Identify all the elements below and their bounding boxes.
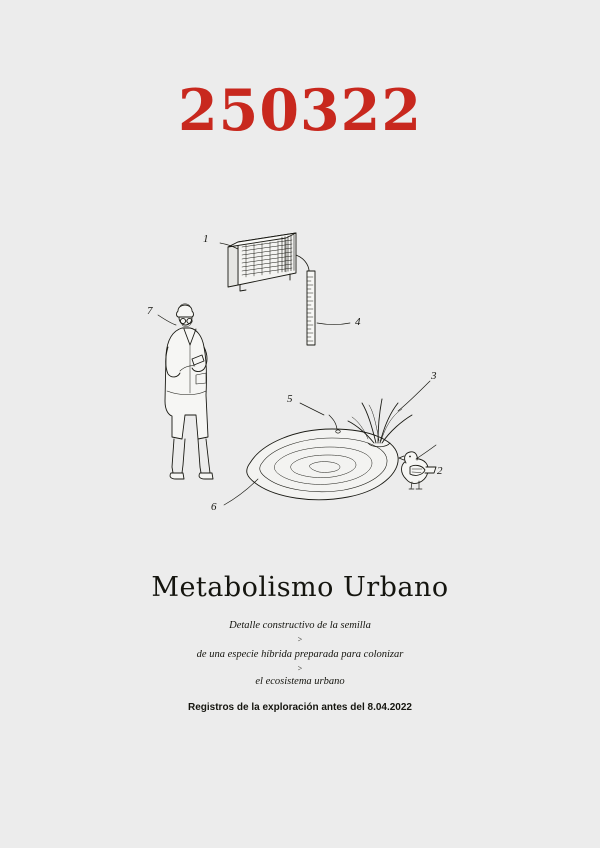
callout-3: 3 <box>431 370 437 382</box>
subtitle-line-2: de una especie híbrida preparada para colonizar <box>196 649 404 660</box>
callout-6: 6 <box>211 501 217 513</box>
illustration <box>110 215 490 535</box>
poster-number: 250322 <box>178 77 422 144</box>
arrow-separator-2: > <box>297 664 303 673</box>
footer-note: Registros de la exploración antes del 8.04.2022 <box>188 702 412 713</box>
callout-7: 7 <box>147 305 153 317</box>
air-conditioner-unit-drawing <box>228 233 309 291</box>
subtitle-line-3: el ecosistema urbano <box>255 676 345 687</box>
bird-drawing <box>399 452 436 489</box>
callout-1: 1 <box>203 233 209 245</box>
arrow-separator-1: > <box>297 635 303 644</box>
callout-4: 4 <box>355 316 361 328</box>
measuring-ruler-drawing <box>307 271 315 345</box>
person-figure-drawing <box>165 304 213 479</box>
callout-2: 2 <box>437 465 443 477</box>
page-title: Metabolismo Urbano <box>151 572 449 603</box>
subtitle-line-1: Detalle constructivo de la semilla <box>229 620 371 631</box>
callout-5: 5 <box>287 393 293 405</box>
